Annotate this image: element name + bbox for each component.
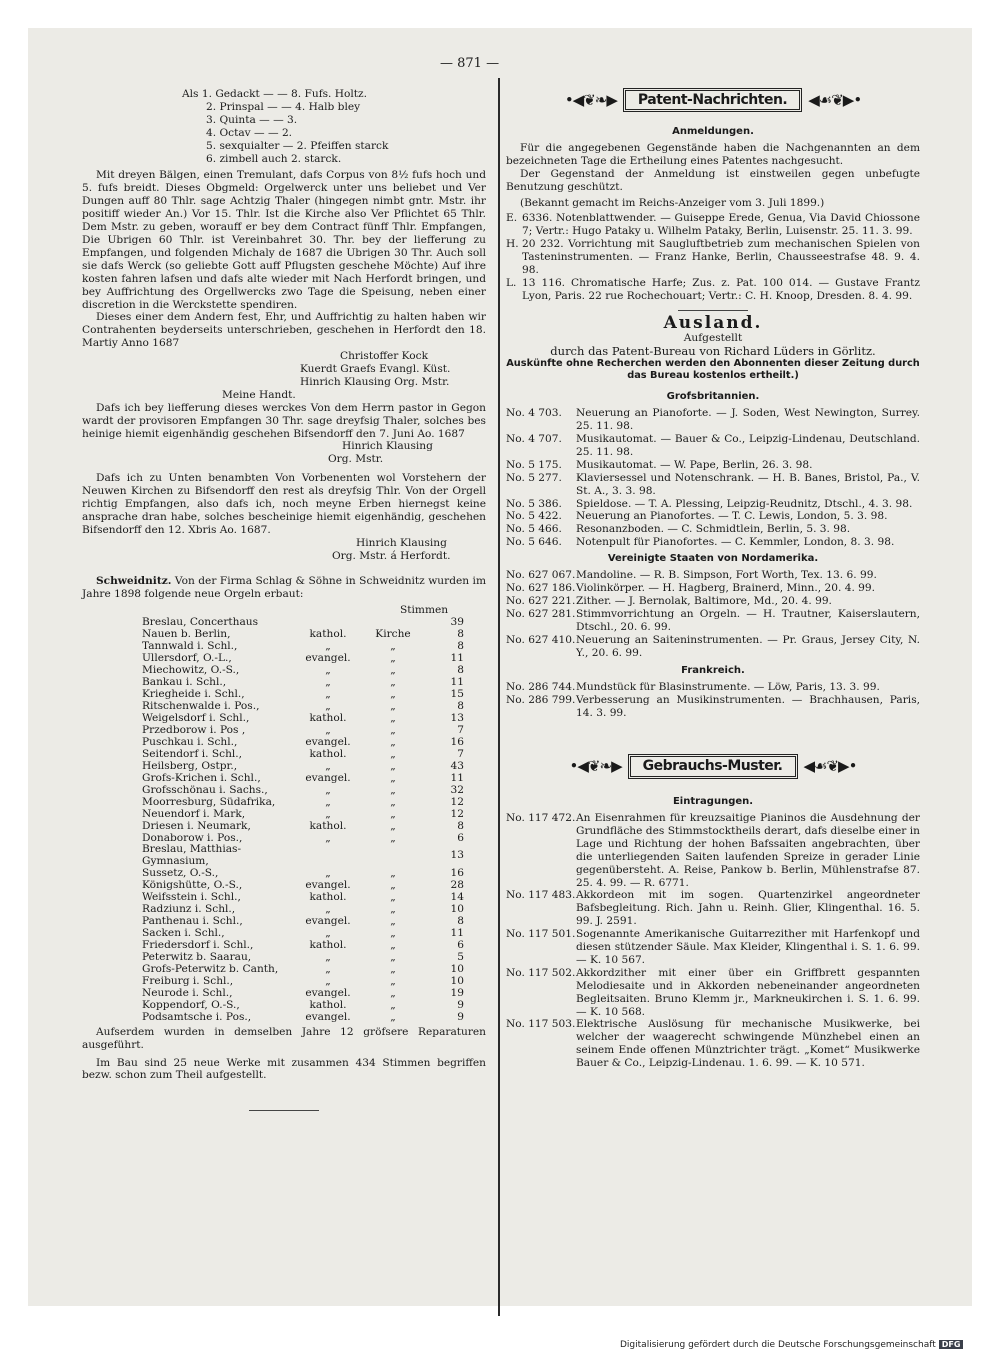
organ-location: Nauen b. Berlin,: [142, 628, 231, 641]
entry-number: No. 117 503.: [506, 1018, 576, 1031]
organ-church: „: [390, 879, 396, 892]
entry-text: Violinkörper. — H. Hagberg, Brainerd, Minn., 20. 4. 99.: [576, 582, 876, 594]
organ-confession: evangel.: [305, 986, 351, 999]
aufgestellt-line: Aufgestellt: [683, 331, 743, 344]
organ-confession: „: [325, 700, 331, 713]
section-rule: [678, 310, 748, 311]
organ-location: Sussetz, O.-S.,: [142, 867, 219, 880]
end-rule: [249, 1110, 319, 1111]
organ-location: Breslau, Matthias-Gymnasium,: [142, 843, 242, 868]
organ-location: Peterwitz b. Saarau,: [142, 951, 252, 964]
organ-stimmen: 8: [457, 819, 464, 832]
list-item: [506, 608, 920, 634]
organ-stimmen: 19: [450, 986, 464, 999]
organ-location: Heilsberg, Ostpr.,: [142, 759, 238, 772]
section-heading: Eintragungen.: [672, 796, 754, 808]
list-item: [506, 238, 920, 277]
organ-church: „: [390, 652, 396, 665]
organ-row: [142, 809, 464, 821]
entry-text: Verbesserung an Musikinstrumenten. — Brachhausen, Paris, 14. 3. 99.: [576, 694, 920, 720]
organ-church: „: [390, 735, 396, 748]
organ-confession: „: [325, 807, 331, 820]
dfg-logo: DFG: [939, 1340, 964, 1349]
list-item: [506, 212, 920, 238]
organ-row: [142, 1012, 464, 1024]
entry-number: No. 4 707.: [506, 433, 562, 446]
organ-location: Freiburg i. Schl.,: [142, 974, 234, 987]
organ-location: Friedersdorf i. Schl.,: [142, 939, 254, 952]
organ-stimmen: 11: [450, 927, 464, 940]
list-item: [506, 681, 920, 694]
organ-stimmen: 8: [457, 664, 464, 677]
banner-patent: [506, 80, 920, 120]
signature-line: Hinrich Klausing: [356, 536, 447, 549]
organ-location: Seitendorf i. Schl.,: [142, 747, 243, 760]
organ-church: „: [390, 747, 396, 760]
organ-church: „: [390, 711, 396, 724]
organ-church: „: [390, 903, 396, 916]
organ-location: Driesen i. Neumark,: [142, 819, 251, 832]
organ-stimmen: 12: [450, 795, 464, 808]
organ-stimmen: 10: [450, 903, 464, 916]
organ-stimmen: 9: [457, 998, 464, 1011]
organ-stimmen: 8: [457, 700, 464, 713]
list-item: [506, 498, 920, 511]
organ-stimmen: 8: [457, 640, 464, 653]
page-number: — 871 —: [440, 56, 500, 71]
organ-confession: kathol.: [309, 747, 347, 760]
footer-credit: [620, 1340, 963, 1350]
organ-stimmen: 15: [450, 688, 464, 701]
organ-confession: evangel.: [305, 735, 351, 748]
organ-table: [142, 617, 464, 1023]
organ-confession: „: [325, 903, 331, 916]
entry-text: Resonanzboden. — C. Schmidtlein, Berlin, 5. 3. 98.: [576, 523, 851, 536]
organ-stimmen: 13: [450, 711, 464, 724]
entry-number: No. 117 472.: [506, 811, 576, 824]
organ-confession: „: [325, 951, 331, 964]
entry-text: Musikautomat. — Bauer & Co., Leipzig-Lindenau, Deutschland. 25. 11. 98.: [576, 433, 920, 458]
organ-confession: „: [325, 974, 331, 987]
gb-list: [506, 407, 920, 549]
section-heading: Vereinigte Staaten von Nordamerika.: [607, 553, 819, 565]
organ-location: Sacken i. Schl.,: [142, 927, 225, 940]
organ-stimmen: 16: [450, 867, 464, 880]
list-item: [506, 634, 920, 660]
stop-line: 4. Octav — — 2.: [206, 126, 293, 139]
banner-gebrauchsmuster: [506, 746, 920, 786]
entry-text: Klaviersessel und Notenschrank. — H. B. Banes, Bristol, Pa., V. St. A., 3. 3. 98.: [576, 471, 920, 497]
organ-church: „: [390, 974, 396, 987]
signature-block: [82, 537, 486, 563]
gebrauchsmuster-list: [506, 812, 920, 1070]
organ-church: „: [390, 771, 396, 784]
signed-paragraph: Dieses einer dem Andern fest, Ehr, und Auffrichtig zu halten haben wir Contrahenten beyderseits unterschrieben, geschehen in Herfordt den 18. Martiy Anno 1687: [82, 311, 486, 350]
entry-text: Spieldose. — T. A. Plessing, Leipzig-Reudnitz, Dtschl., 4. 3. 98.: [576, 497, 913, 510]
organ-location: Grofs-Krichen i. Schl.,: [142, 771, 261, 784]
organ-location: Neuendorf i. Mark,: [142, 807, 246, 820]
organ-church: „: [390, 927, 396, 940]
entry-number: No. 117 483.: [506, 889, 576, 902]
section-heading: Grofsbritannien.: [666, 391, 760, 403]
organ-stimmen: 8: [457, 628, 464, 641]
organ-stimmen: 7: [457, 747, 464, 760]
organ-location: Koppendorf, O.-S.,: [142, 998, 240, 1011]
entry-number: No. 5 386.: [506, 497, 562, 510]
entry-text: Neuerung an Pianoforte. — J. Soden, West Newington, Surrey. 25. 11. 98.: [576, 407, 920, 433]
organ-confession: „: [325, 688, 331, 701]
entry-text: Zither. — J. Bernolak, Baltimore, Md., 20. 4. 99.: [576, 594, 832, 607]
section-heading: Frankreich.: [681, 665, 745, 677]
organ-confession: kathol.: [309, 628, 347, 641]
organ-confession: „: [325, 676, 331, 689]
organ-location: Donaborow i. Pos.,: [142, 831, 243, 844]
entry-number: No. 5 646.: [506, 536, 562, 549]
meine-handt: Meine Handt.: [222, 388, 296, 401]
anmeldungen-note: Der Gegenstand der Anmeldung ist einstweilen gegen unbefugte Benutzung geschützt.: [506, 167, 920, 193]
list-item: [506, 967, 920, 1019]
stimmen-header: Stimmen: [400, 604, 449, 617]
organ-row: [142, 1000, 464, 1012]
organ-location: Podsamtsche i. Pos.,: [142, 1010, 252, 1023]
ausland-heading: Ausland.: [663, 312, 763, 333]
organ-church: „: [390, 962, 396, 975]
signature-line: Org. Mstr.: [328, 453, 384, 466]
stop-line: Als 1. Gedackt — — 8. Fufs. Holtz.: [182, 88, 367, 100]
organ-location: Weigelsdorf i. Schl.,: [142, 711, 250, 724]
list-item: [506, 459, 920, 472]
organ-church: „: [390, 986, 396, 999]
organ-church: „: [390, 915, 396, 928]
organ-location: Breslau, Concerthaus: [142, 616, 259, 629]
signature-line: Kuerdt Graefs Evangl. Küst.: [300, 363, 451, 376]
list-item: [506, 928, 920, 967]
organ-church: „: [390, 783, 396, 796]
organ-church: „: [390, 795, 396, 808]
organ-stimmen: 10: [450, 962, 464, 975]
organ-confession: kathol.: [309, 819, 347, 832]
organ-confession: „: [325, 795, 331, 808]
organ-location: Przedborow i. Pos ,: [142, 723, 246, 736]
organ-stimmen: 6: [457, 831, 464, 844]
organ-confession: evangel.: [305, 652, 351, 665]
organ-stimmen: 11: [450, 652, 464, 665]
organ-confession: evangel.: [305, 879, 351, 892]
list-item: [506, 523, 920, 536]
entry-number: No. 627 410.: [506, 633, 576, 646]
entry-number: No. 286 799.: [506, 694, 576, 707]
entry-text: Sogenannte Amerikanische Guitarrezither mit Harfenkopf und diesen stützender Säule. Max Kleider, Klingenthal i. S. 1. 6. 99. — K. 10 567.: [576, 928, 920, 966]
signature-line: Christoffer Kock: [340, 350, 429, 363]
list-item: [506, 889, 920, 928]
organ-stimmen: 16: [450, 735, 464, 748]
organ-confession: kathol.: [309, 998, 347, 1011]
organ-location: Weifsstein i. Schl.,: [142, 891, 241, 904]
us-list: [506, 569, 920, 659]
entry-text: Musikautomat. — W. Pape, Berlin, 26. 3. 98.: [576, 458, 813, 471]
entry-number: No. 627 221.: [506, 594, 576, 607]
entry-text: 20 232. Vorrichtung mit Saugluftbetrieb zum mechanischen Spielen von Tasteninstrumenten. — Franz Hanke, Berlin, Chausseestrafse 48. 9. 4. 98.: [522, 238, 920, 277]
schweidnitz-text: Von der Firma Schlag & Söhne in Schweidnitz wurden im Jahre 1898 folgende neue Orgeln erbaut:: [82, 574, 486, 600]
organ-stop-list: [182, 88, 486, 165]
organ-location: Miechowitz, O.-S.,: [142, 664, 240, 677]
fr-list: [506, 681, 920, 720]
entry-number: No. 627 186.: [506, 582, 576, 594]
stop-line: 6. zimbell auch 2. starck.: [206, 152, 342, 165]
signature-block: [82, 440, 486, 466]
contract-paragraph: Mit dreyen Bälgen, einen Tremulant, dafs Corpus von 8½ fufs hoch und 5. fufs breidt. Dieses Obgmeld: Orgelwerck unter uns beliebet und Ver Dungen auff 80 Thlr. sage Achtzig Thaler (hingegen nimbt gntr. Mstr. ihr positiff wieder An.) Vor 15. Thlr. Ist die Kirche also Ver Pflichtet 65 Thlr. Dem Mstr. zu geben, worauff er bey dem Contract fünff Thlr. Empfangen, Die Ubrigen 60 Thlr. ist Vereinbahret 30. Thr. bey der liefferung zu Empfangen, und folgenden Michaly de 1687 die Ubrigen 30 Thr. Auch soll sie dafs Werck (so geliebte Gott auff Pflugsten geschehe Möchte) Auf ihre kosten fahren lafsen und dafs alte wieder mit Nach Herfordt bringen, und bey Auffrichtung des Orgellwercks zwo Tage die Speisung, neben einer discretion in die Werckstette spendiren.: [82, 169, 486, 311]
organ-church: „: [390, 688, 396, 701]
organ-stimmen: 7: [457, 723, 464, 736]
organ-stimmen: 28: [450, 879, 464, 892]
list-item: [506, 433, 920, 459]
organ-location: Ullersdorf, O.-L.,: [142, 652, 232, 665]
organ-location: Kriegheide i. Schl.,: [142, 688, 245, 701]
ornament-right: ◀☙❦▶•: [803, 756, 857, 775]
list-item: [506, 407, 920, 433]
organ-location: Panthenau i. Schl.,: [142, 915, 243, 928]
organ-stimmen: 5: [457, 951, 464, 964]
signature-line: Org. Mstr. á Herfordt.: [332, 549, 451, 562]
ornament-right: ◀☙❦▶•: [808, 90, 862, 109]
signature-block: [300, 350, 486, 389]
entry-text: 13 116. Chromatische Harfe; Zus. z. Pat. 100 014. — Gustave Frantz Lyon, Paris. 22 rue Rochechouart; Vertr.: C. H. Knoop, Dresden. 8. 4. 99.: [522, 276, 920, 302]
organ-church: „: [390, 640, 396, 653]
entry-number: No. 4 703.: [506, 407, 562, 420]
ornament-left: •◀❦❧▶: [569, 756, 622, 775]
entry-number: H.: [506, 238, 519, 251]
organ-confession: „: [325, 962, 331, 975]
organ-stimmen: 43: [450, 759, 464, 772]
organ-confession: „: [325, 783, 331, 796]
right-column: [506, 78, 920, 1070]
list-item: [506, 277, 920, 303]
entry-text: 6336. Notenblattwender. — Guiseppe Erede, Genua, Via David Chiossone 7; Vertr.: Hugo Pataky u. Wilhelm Pataky, Berlin, Luisenstr. 25. 11. 3. 99.: [522, 212, 920, 238]
banner-title: Patent-Nachrichten.: [623, 88, 802, 113]
entry-text: Neuerung an Saiteninstrumenten. — Pr. Graus, Jersey City, N. Y., 20. 6. 99.: [576, 633, 920, 659]
stop-line: 3. Quinta — — 3.: [206, 113, 298, 126]
schweidnitz-lead: Schweidnitz.: [96, 574, 172, 587]
entry-text: Notenpult für Pianofortes. — C. Kemmler, London, 8. 3. 98.: [576, 536, 895, 549]
stop-line: 2. Prinspal — — 4. Halb bley: [206, 100, 361, 113]
repairs-paragraph: Aufserdem wurden in demselben Jahre 12 gröfsere Reparaturen ausgeführt.: [82, 1025, 486, 1051]
organ-stimmen: 9: [457, 1010, 464, 1023]
organ-stimmen: 39: [450, 616, 464, 629]
entry-text: Akkordzither mit einer über ein Griffbrett gespannten Melodiesaite und in Akkorden nebeneinander angeordneten Begleitsaiten. Bruno Klemm jr., Markneukirchen i. S. 1. 6. 99. — K. 10 568.: [576, 966, 920, 1018]
organ-confession: [288, 844, 368, 868]
organ-church: „: [390, 867, 396, 880]
organ-confession: „: [325, 664, 331, 677]
organ-confession: kathol.: [309, 939, 347, 952]
organ-confession: kathol.: [309, 891, 347, 904]
organ-church: Kirche: [375, 628, 411, 641]
organ-church: „: [390, 891, 396, 904]
list-item: [506, 536, 920, 549]
entry-text: Stimmvorrichtung an Orgeln. — H. Trautner, Kaiserslautern, Dtschl., 20. 6. 99.: [576, 607, 920, 633]
organ-confession: „: [325, 867, 331, 880]
entry-number: E.: [506, 212, 518, 225]
anmeldungen-intro: Für die angegebenen Gegenstände haben die Nachgenannten an dem bezeichneten Tage die Ertheilung eines Patentes nachgesucht.: [506, 141, 920, 167]
organ-location: Radziunz i. Schl.,: [142, 903, 236, 916]
bureau-line: durch das Patent-Bureau von Richard Lüders in Görlitz.: [550, 343, 876, 358]
organ-church: „: [390, 723, 396, 736]
organ-confession: „: [325, 723, 331, 736]
organ-stimmen: 11: [450, 676, 464, 689]
organ-church: „: [390, 1010, 396, 1023]
receipt-paragraph: Dafs ich zu Unten benambten Von Vorbenenten wol Vorstehern der Neuwen Kirchen zu Bifsendorff den rest als dreyfsig Thlr. Von der Orgell richtig Empfangen, also dafs ich, noch meyne Erben hiernegst keine ansprache dran habe, solches bescheinige hiemit eigenhändig, geschehen Bifsendorff den 12. Xbris Ao. 1687.: [82, 472, 486, 536]
entry-text: An Eisenrahmen für kreuzsaitige Pianinos die Ausdehnung der Grundfläche des Stimmstocktheils derart, dafs dieselbe einer in Lage und Richtung der hohen Bafssaiten angebrachten, über die unterliegenden Saiten laufenden Spreize in gerader Linie gegenübersteht. A. Reise, Pankow b. Berlin, Mühlenstrafse 87. 25. 4. 99. — R. 6771.: [576, 811, 920, 889]
organ-confession: kathol.: [309, 711, 347, 724]
entry-number: No. 117 502.: [506, 966, 576, 979]
entry-number: No. 5 466.: [506, 523, 562, 536]
section-heading: Anmeldungen.: [672, 126, 754, 137]
organ-confession: „: [325, 831, 331, 844]
list-item: [506, 812, 920, 889]
organ-confession: evangel.: [305, 915, 351, 928]
schweidnitz-paragraph: [82, 575, 486, 601]
signature-line: Hinrich Klausing Org. Mstr.: [300, 375, 450, 388]
organ-stimmen: 10: [450, 974, 464, 987]
organ-stimmen: 12: [450, 807, 464, 820]
organ-location: Tannwald i. Schl.,: [142, 640, 238, 653]
receipt-paragraph: Dafs ich bey liefferung dieses werckes Von dem Herrn pastor in Gegon wardt der provisoren Empfangen 30 Thr. sage dreyfsig Thaler, solches bes heinige hiemit eigenhändig geschehen Bifsendorff den 7. Juni Ao. 1687: [82, 401, 486, 440]
column-divider: [498, 78, 500, 1316]
organ-church: „: [390, 676, 396, 689]
entry-number: No. 627 281.: [506, 607, 576, 620]
anmeldungen-list: [506, 212, 920, 302]
organ-church: „: [390, 951, 396, 964]
organ-stimmen: 11: [450, 771, 464, 784]
entry-number: No. 5 422.: [506, 510, 562, 523]
organ-location: Grofsschönau i. Sachs.,: [142, 783, 268, 796]
organ-row: [142, 797, 464, 809]
credit-text: Digitalisierung gefördert durch die Deutsche Forschungsgemeinschaft: [620, 1340, 936, 1350]
organ-church: „: [390, 807, 396, 820]
anmeldungen-source: (Bekannt gemacht im Reichs-Anzeiger vom 3. Juli 1899.): [520, 196, 825, 209]
organ-confession: „: [325, 759, 331, 772]
list-item: [506, 595, 920, 608]
organ-church: „: [390, 664, 396, 677]
organ-location: Neurode i. Schl.,: [142, 986, 233, 999]
entry-number: No. 5 277.: [506, 471, 562, 484]
organ-row: [142, 785, 464, 797]
entry-number: No. 5 175.: [506, 458, 562, 471]
list-item: [506, 510, 920, 523]
organ-church: [368, 844, 418, 868]
entry-number: L.: [506, 276, 517, 289]
organ-confession: „: [325, 640, 331, 653]
organ-stimmen: 6: [457, 939, 464, 952]
list-item: [506, 472, 920, 498]
organ-confession: evangel.: [305, 1010, 351, 1023]
list-item: [506, 569, 920, 582]
entry-text: Mundstück für Blasinstrumente. — Löw, Paris, 13. 3. 99.: [576, 681, 880, 694]
organ-church: „: [390, 939, 396, 952]
organ-location: Puschkau i. Schl.,: [142, 735, 238, 748]
organ-stimmen: 8: [457, 915, 464, 928]
list-item: [506, 1018, 920, 1070]
stop-line: 5. sexquialter — 2. Pfeiffen starck: [206, 139, 389, 152]
list-item: [506, 582, 920, 595]
organ-row: [142, 749, 464, 761]
organ-location: Bankau i. Schl.,: [142, 676, 227, 689]
organ-row: [142, 761, 464, 773]
organ-row: [142, 844, 464, 868]
organ-row: [142, 773, 464, 785]
entry-text: Neuerung an Pianofortes. — T. C. Lewis, London, 5. 3. 98.: [576, 510, 888, 523]
in-bau-paragraph: Im Bau sind 25 neue Werke mit zusammen 434 Stimmen begriffen bezw. schon zum Theil aufgestellt.: [82, 1056, 486, 1082]
organ-stimmen: 13: [450, 849, 464, 862]
organ-confession: „: [325, 927, 331, 940]
entry-number: No. 286 744.: [506, 681, 576, 694]
organ-confession: evangel.: [305, 771, 351, 784]
organ-church: „: [390, 700, 396, 713]
organ-church: „: [390, 759, 396, 772]
organ-church: „: [390, 998, 396, 1011]
organ-church: „: [390, 831, 396, 844]
entry-text: Akkordeon mit im sogen. Quartenzirkel angeordneter Bafsbegleitung. Rich. Jahn u. Reinh. Glier, Klingenthal. 16. 5. 99. J. 2591.: [576, 889, 920, 928]
entry-text: Mandoline. — R. B. Simpson, Fort Worth, Tex. 13. 6. 99.: [576, 569, 877, 582]
organ-location: Moorresburg, Südafrika,: [142, 795, 276, 808]
signature-line: Hinrich Klausing: [342, 440, 433, 453]
entry-text: Elektrische Auslösung für mechanische Musikwerke, bei welcher der waagerecht schwingende Münzhebel einen an seinem Ende offenen Münztrichter trägt. „Komet“ Musikwerke Bauer & Co., Leipzig-Lindenau. 1. 6. 99. — K. 10 571.: [576, 1018, 920, 1070]
ornament-left: •◀❦❧▶: [564, 90, 617, 109]
entry-number: No. 117 501.: [506, 928, 576, 941]
left-column: [82, 88, 486, 1117]
organ-church: „: [390, 819, 396, 832]
organ-location: Grofs-Peterwitz b. Canth,: [142, 962, 279, 975]
list-item: [506, 694, 920, 720]
organ-row: [142, 821, 464, 833]
organ-location: Ritschenwalde i. Pos.,: [142, 700, 260, 713]
entry-number: No. 627 067.: [506, 569, 576, 582]
organ-stimmen: 32: [450, 783, 464, 796]
organ-location: Königshütte, O.-S.,: [142, 879, 243, 892]
banner-title: Gebrauchs-Muster.: [628, 754, 798, 779]
auskuenfte-line: Auskünfte ohne Recherchen werden den Abonnenten dieser Zeitung durch das Bureau kostenlos ertheilt.): [506, 357, 920, 382]
organ-stimmen: 14: [450, 891, 464, 904]
